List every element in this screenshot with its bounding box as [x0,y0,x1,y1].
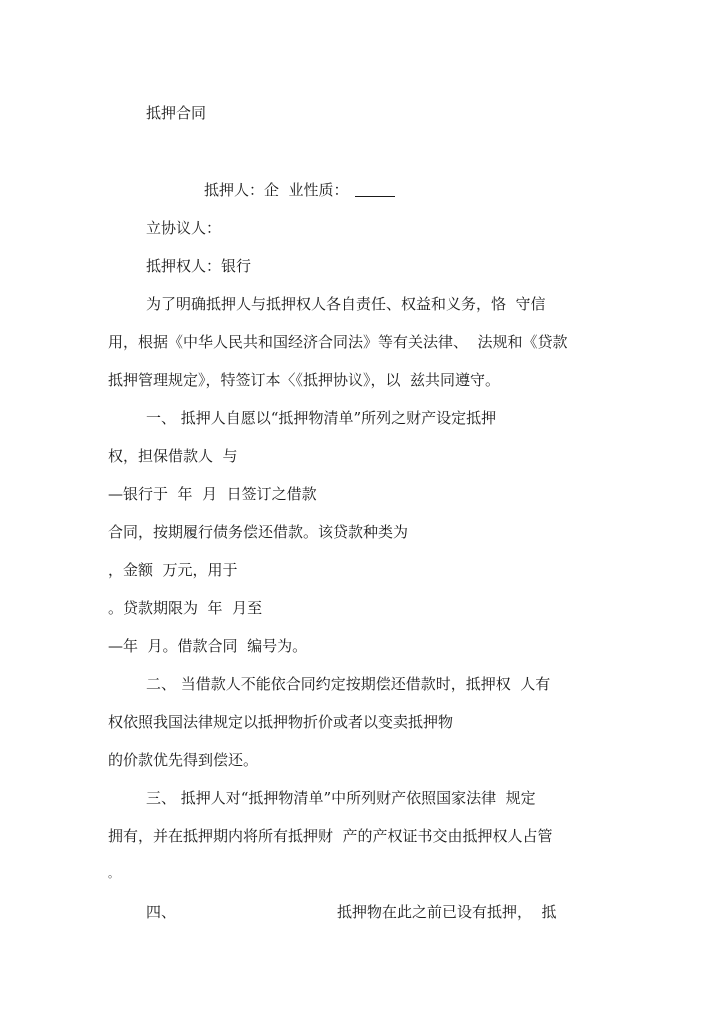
clause2-line-1: 二、 当借款人不能依合同约定按期偿还借款时，抵押权 人有 [146,675,551,693]
enterprise-type-blank [355,182,395,197]
clause4-text: 抵押物在此之前已设有抵押， 抵 [337,903,557,921]
clause1-line-1: 一、 抵押人自愿以“抵押物清单”所列之财产设定抵押 [146,409,497,427]
clause1-line-7: —年 月。借款合同 编号为。 [108,637,308,655]
clause3-line-1: 三、 抵押人对“抵押物清单”中所列财产依照国家法律 规定 [146,789,536,807]
clause1-line-4: 合同，按期履行债务偿还借款。该贷款种类为 [108,523,409,541]
document-title: 抵押合同 [146,104,207,122]
clause1-line-2: 权，担保借款人 与 [108,447,238,465]
clause1-line-3: —银行于 年 月 日签订之借款 [108,485,317,503]
mortgagor-line [204,180,395,200]
parties-label: 立协议人： [146,219,222,237]
intro-line-1: 为了明确抵押人与抵押权人各自责任、权益和义务，恪 守信 [146,295,546,313]
clause2-line-3: 的价款优先得到偿还。 [108,751,259,769]
clause3-line-3: 。 [108,867,119,880]
clause1-line-5: ，金额 万元，用于 [108,561,238,579]
clause1-line-6: 。贷款期限为 年 月至 [108,599,263,617]
mortgagee-line: 抵押权人：银行 [146,257,252,275]
clause4-number: 四、 [146,903,177,921]
clause3-line-2: 拥有，并在抵押期内将所有抵押财 产的产权证书交由抵押权人占管 [108,827,553,845]
intro-line-2: 用，根据《中华人民共和国经济合同法》等有关法律、 法规和《贷款 [108,333,568,351]
clause2-line-2: 权依照我国法律规定以抵押物折价或者以变卖抵押物 [108,713,454,731]
mortgagor-label: 抵押人：企 业性质： [204,181,349,199]
intro-line-3: 抵押管理规定》，特签订本〈《抵押协议》，以 兹共同遵守。 [108,371,501,389]
